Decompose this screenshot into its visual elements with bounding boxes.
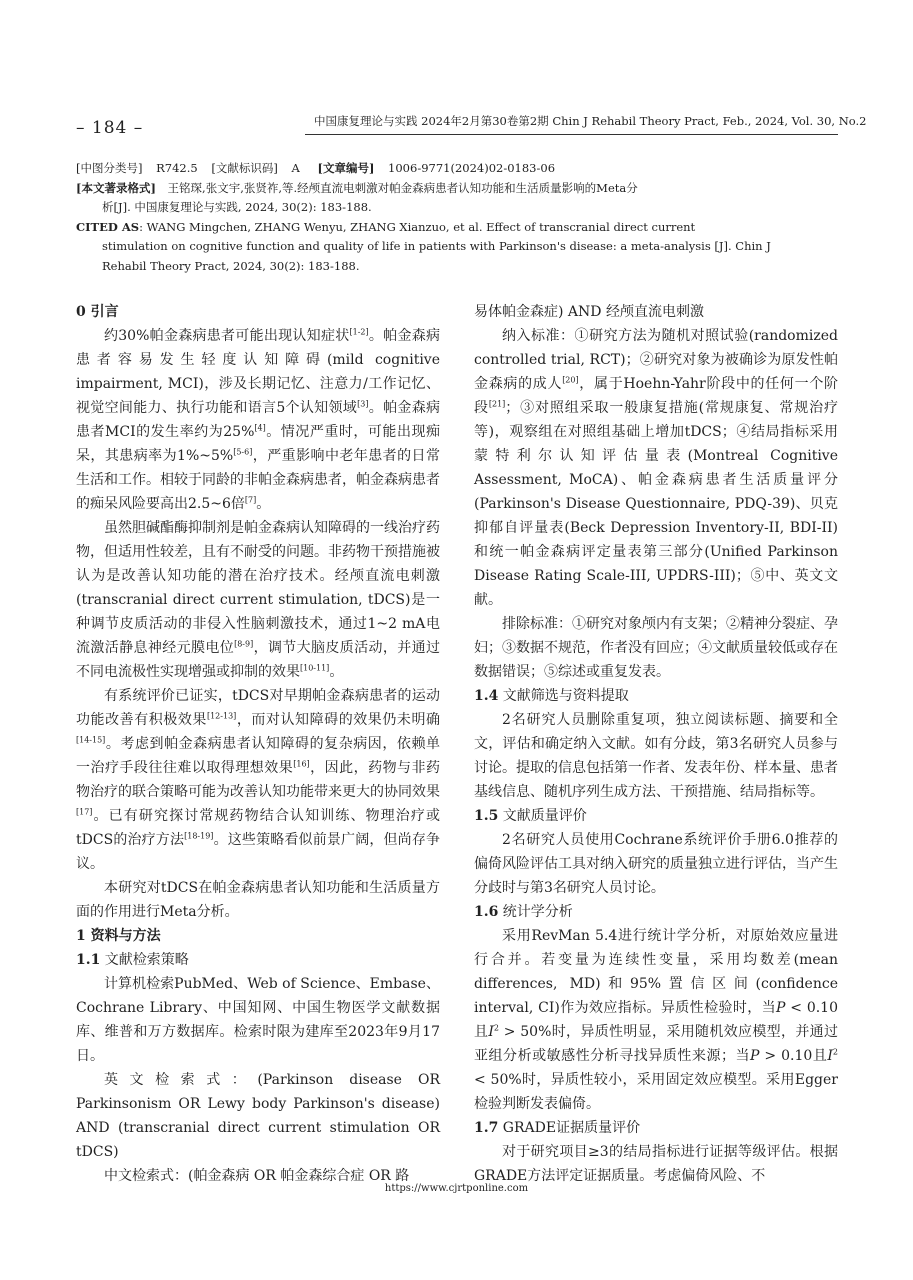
paragraph: 采用RevMan 5.4进行统计学分析，对原始效应量进行合并。若变量为连续性变量，采用均数差(mean differences, MD)和95%置信区间(confidence interval, CI)作为效应指标。异质性检验时，当P < 0.10且$I^2 > 50\%$时，异质性明显，采用随机效应模型，并通过亚组分析或敏感性分析寻找异质性来源；当P > 0.10且$I^2 < 50\%$时，异质性较小，采用固定效应模型。采用Egger检验判断发表偏倚。 bbox=[474, 928, 839, 1112]
paragraph: 约30%帕金森病患者可能出现认知症状[1-2]。帕金森病患者容易发生轻度认知障碍(mild cognitive impairment, MCI)，涉及长期记忆、注意力/工作记忆、视觉空间能力、执行功能和语言5个认知领域[3]。帕金森病患者MCI的发生率约为25%[4]。情况严重时，可能出现痴呆，其患病率为1%~5%[5-6]，严重影响中老年患者的日常生活和工作。相较于同龄的非帕金森病患者，帕金森病患者的痴呆风险要高出2.5~6倍[7]。 bbox=[76, 327, 441, 512]
cite-en-text: : WANG Mingchen, ZHANG Wenyu, ZHANG Xianzuo, et al. Effect of transcranial direct current bbox=[139, 219, 696, 234]
section-heading-intro: 0 引言 bbox=[76, 304, 119, 320]
var-i: I bbox=[488, 1024, 494, 1040]
cite-cn-text: 王铭琛,张文宇,张贤祚,等.经颅直流电刺激对帕金森病患者认知功能和生活质量影响的Meta分 bbox=[167, 180, 638, 195]
paragraph: 英文检索式：(Parkinson disease OR Parkinsonism OR Lewy body Parkinson's disease) AND (transcranial direct current stimulation OR tDCS) bbox=[76, 1072, 440, 1160]
citation: [14-15] bbox=[76, 735, 106, 745]
classification-row bbox=[76, 159, 776, 179]
article-value: 1006-9771(2024)02-0183-06 bbox=[388, 161, 556, 175]
subsection-heading: 1.7 GRADE证据质量评价 bbox=[474, 1120, 641, 1136]
subsection-heading: 1.5 文献质量评价 bbox=[474, 808, 587, 824]
citation: [3] bbox=[357, 399, 369, 409]
article-metadata bbox=[76, 159, 776, 276]
citation: [7] bbox=[244, 495, 257, 505]
paragraph: 2名研究人员删除重复项，独立阅读标题、摘要和全文，评估和确定纳入文献。如有分歧，第3名研究人员参与讨论。提取的信息包括第一作者、发表年份、样本量、患者基线信息、随机序列生成方法、干预措施、结局指标等。 bbox=[474, 712, 838, 800]
left-column bbox=[76, 300, 440, 1188]
paragraph: 易体帕金森症) AND 经颅直流电刺激 bbox=[474, 304, 704, 320]
paragraph: 排除标准：①研究对象颅内有支架；②精神分裂症、孕妇；③数据不规范，作者没有回应；④文献质量较低或存在数据错误；⑤综述或重复发表。 bbox=[474, 616, 838, 680]
cite-en-text-3: Rehabil Theory Pract, 2024, 30(2): 183-188. bbox=[102, 258, 360, 273]
footer-url: https://www.cjrtponline.com bbox=[384, 1183, 529, 1194]
paragraph: 对于研究项目≥3的结局指标进行证据等级评估。根据GRADE方法评定证据质量。考虑偏倚风险、不 bbox=[474, 1144, 838, 1184]
class-value: R742.5 bbox=[156, 161, 198, 175]
citation: [5-6] bbox=[233, 447, 253, 457]
running-header: 中国康复理论与实践 2024年2月第30卷第2期 Chin J Rehabil Theory Pract, Feb., 2024, Vol. 30, No.2 bbox=[314, 114, 867, 128]
section-heading-methods: 1 资料与方法 bbox=[76, 928, 161, 944]
doc-label: [文献标识码] bbox=[211, 161, 278, 175]
citation: [12-13] bbox=[206, 711, 237, 721]
cite-en-row bbox=[76, 218, 776, 238]
paragraph: 2名研究人员使用Cochrane系统评价手册6.0推荐的偏倚风险评估工具对纳入研究的质量独立进行评估，当产生分歧时与第3名研究人员讨论。 bbox=[474, 832, 838, 896]
citation: [1-2] bbox=[349, 327, 369, 337]
subsection-heading: 1.4 文献筛选与资料提取 bbox=[474, 688, 629, 704]
citation: [4] bbox=[254, 423, 266, 433]
citation: [18-19] bbox=[184, 831, 214, 841]
paragraph: 计算机检索PubMed、Web of Science、Embase、Cochrane Library、中国知网、中国生物医学文献数据库、维普和万方数据库。检索时限为建库至2023年9月17日。 bbox=[76, 976, 440, 1064]
var-p: P bbox=[750, 1048, 760, 1064]
paragraph: 虽然胆碱酯酶抑制剂是帕金森病认知障碍的一线治疗药物，但适用性较差，且有不耐受的问题。非药物干预措施被认为是改善认知功能的潜在治疗技术。经颅直流电刺激(transcranial direct current stimulation, tDCS)是一种调节皮质活动的非侵入性脑刺激技术，通过1~2 mA电流激活静息神经元膜电位[8-9]，调节大脑皮质活动，并通过不同电流极性实现增强或抑制的效果[10-11]。 bbox=[76, 520, 441, 680]
superscript: 2 bbox=[493, 1023, 499, 1033]
subsection-heading: 1.6 统计学分析 bbox=[474, 904, 573, 920]
cite-en-label: CITED AS bbox=[76, 219, 140, 234]
cite-cn-label: [本文著录格式] bbox=[76, 180, 156, 195]
subsection-heading: 1.1 文献检索策略 bbox=[76, 952, 189, 968]
doc-value: A bbox=[291, 161, 300, 175]
paragraph: 中文检索式：(帕金森病 OR 帕金森综合症 OR 路 bbox=[104, 1168, 410, 1184]
citation: [21] bbox=[488, 399, 506, 409]
paragraph: 纳入标准：①研究方法为随机对照试验(randomized controlled trial, RCT)；②研究对象为被确诊为原发性帕金森病的成人[20]，属于Hoehn-Yahr阶段中的任何一个阶段[21]；③对照组采取一般康复措施(常规康复、常规治疗等)，观察组在对照组基础上增加tDCS；④结局指标采用蒙特利尔认知评估量表(Montreal Cognitive Assessment, MoCA)、帕金森病患者生活质量评分(Parkinson's Disease Questionnaire, PDQ-39)、贝克抑郁自评量表(Beck Depression Inventory-II, BDI-II)和统一帕金森病评定量表第三部分(Unified Parkinson Disease Rating Scale-III, UPDRS-III)；⑤中、英文文献。 bbox=[474, 328, 839, 608]
citation: [10-11] bbox=[300, 663, 330, 673]
class-label: [中图分类号] bbox=[76, 161, 143, 175]
right-column bbox=[474, 300, 838, 1188]
cite-en-text-2: stimulation on cognitive function and quality of life in patients with Parkinson's disease: a meta-analysis [J]. Chin J bbox=[102, 239, 771, 253]
citation: [17] bbox=[76, 807, 93, 817]
cite-cn-row bbox=[76, 179, 776, 199]
var-p: P bbox=[776, 1000, 786, 1016]
paragraph: 有系统评价已证实，tDCS对早期帕金森病患者的运动功能改善有积极效果[12-13]，而对认知障碍的效果仍未明确[14-15]。考虑到帕金森病患者认知障碍的复杂病因，依赖单一治疗手段往往难以取得理想效果[16]，因此，药物与非药物治疗的联合策略可能为改善认知功能带来更大的协同效果[17]。已有研究探讨常规药物结合认知训练、物理治疗或tDCS的治疗方法[18-19]。这些策略看似前景广阔，但尚存争议。 bbox=[76, 688, 441, 872]
citation: [20] bbox=[562, 375, 579, 385]
citation: [8-9] bbox=[234, 639, 254, 649]
article-label: [文章编号] bbox=[317, 161, 375, 175]
header-rule bbox=[305, 134, 838, 135]
paragraph: 本研究对tDCS在帕金森病患者认知功能和生活质量方面的作用进行Meta分析。 bbox=[76, 880, 440, 920]
superscript: 2 bbox=[832, 1047, 838, 1057]
citation: [16] bbox=[293, 759, 310, 769]
var-i: I bbox=[827, 1048, 833, 1064]
page-number: – 184 – bbox=[76, 118, 144, 138]
cite-cn-text-2: 析[J]. 中国康复理论与实践, 2024, 30(2): 183-188. bbox=[102, 200, 372, 214]
